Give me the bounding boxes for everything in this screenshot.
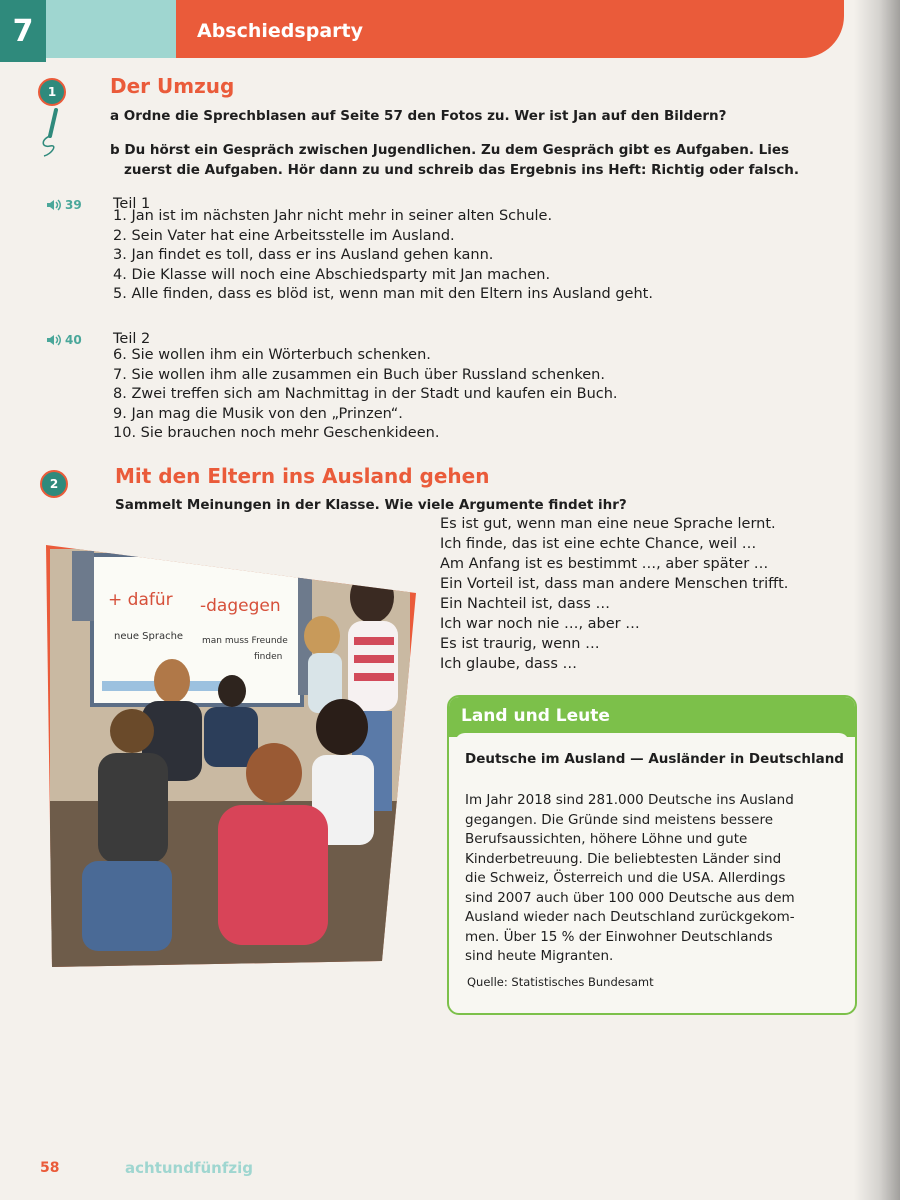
list-item: 10. Sie brauchen noch mehr Geschenkideen.: [113, 425, 440, 441]
list-item: Ich finde, das ist eine echte Chance, weil …: [440, 536, 757, 552]
body-line: sind heute Migranten.: [465, 948, 614, 964]
whiteboard-note-1: neue Sprache: [114, 631, 184, 642]
classroom-photo: [42, 541, 422, 971]
pen-icon: [38, 106, 68, 162]
body-line: gegangen. Die Gründe sind meistens bessere: [465, 811, 774, 828]
part-2-list: [113, 346, 618, 444]
audio-track-number: 39: [65, 198, 82, 212]
section-1-badge: 1: [38, 78, 66, 106]
info-box-source: Quelle: Statistisches Bundesamt: [467, 975, 654, 989]
whiteboard-note-3: finden: [254, 652, 283, 662]
body-line: sind 2007 auch über 100 000 Deutsche aus dem: [465, 889, 795, 906]
info-box-subtitle: Deutsche im Ausland — Ausländer in Deutschland: [465, 751, 844, 767]
page-curl-shadow: [854, 0, 900, 1200]
list-item: 4. Die Klasse will noch eine Abschiedsparty mit Jan machen.: [113, 266, 551, 283]
task-b-line2: zuerst die Aufgaben. Hör dann zu und schreib das Ergebnis ins Heft: Richtig oder falsch.: [124, 162, 800, 178]
body-line: men. Über 15 % der Einwohner Deutschlands: [465, 928, 773, 945]
list-item: 3. Jan findet es toll, dass er ins Ausland gehen kann.: [113, 247, 494, 263]
section-1-title: Der Umzug: [110, 74, 235, 98]
task-b-line1: b Du hörst ein Gespräch zwischen Jugendlichen. Zu dem Gespräch gibt es Aufgaben. Lies: [110, 142, 790, 158]
body-line: die Schweiz, Österreich und die USA. Allerdings: [465, 870, 786, 886]
whiteboard-contra: -dagegen: [200, 596, 281, 616]
body-line: Berufsaussichten, höhere Löhne und gute: [465, 831, 748, 847]
body-line: Im Jahr 2018 sind 281.000 Deutsche ins Ausland: [465, 792, 794, 808]
task-a: a Ordne die Sprechblasen auf Seite 57 den Fotos zu. Wer ist Jan auf den Bildern?: [110, 108, 727, 124]
part-1-label: Teil 1: [113, 196, 151, 212]
chapter-title: Abschiedsparty: [197, 20, 363, 42]
info-box-body: [465, 791, 845, 967]
phrase-list: [440, 514, 788, 674]
list-item: Es ist traurig, wenn …: [440, 636, 600, 652]
list-item: 5. Alle finden, dass es blöd ist, wenn man mit den Eltern ins Ausland geht.: [113, 286, 653, 302]
speaker-icon: [46, 334, 62, 346]
list-item: 1. Jan ist im nächsten Jahr nicht mehr in seiner alten Schule.: [113, 208, 553, 224]
part-1-list: [113, 207, 653, 305]
list-item: Ich glaube, dass …: [440, 656, 578, 672]
page-number-word: achtundfünfzig: [125, 1159, 253, 1177]
list-item: 6. Sie wollen ihm ein Wörterbuch schenken.: [113, 347, 431, 363]
whiteboard-note-2: man muss Freunde: [202, 636, 288, 646]
list-item: Es ist gut, wenn man eine neue Sprache lernt.: [440, 516, 776, 532]
header-teal-strip: [46, 0, 176, 58]
body-line: Ausland wieder nach Deutschland zurückgekom-: [465, 909, 795, 925]
list-item: 2. Sein Vater hat eine Arbeitsstelle im Ausland.: [113, 227, 455, 244]
page-number: 58: [40, 1160, 60, 1176]
audio-track-39[interactable]: [46, 198, 82, 212]
audio-track-40[interactable]: [46, 333, 82, 347]
list-item: Am Anfang ist es bestimmt …, aber später …: [440, 556, 769, 572]
section-2-title: Mit den Eltern ins Ausland gehen: [115, 464, 490, 488]
part-2-label: Teil 2: [113, 331, 151, 347]
speaker-icon: [46, 199, 62, 211]
info-box-inner-edge: [455, 733, 849, 743]
info-box-title: Land und Leute: [461, 706, 610, 726]
list-item: 8. Zwei treffen sich am Nachmittag in der Stadt und kaufen ein Buch.: [113, 386, 618, 402]
list-item: Ein Vorteil ist, dass man andere Menschen trifft.: [440, 576, 789, 592]
section-2-task: Sammelt Meinungen in der Klasse. Wie viele Argumente findet ihr?: [115, 497, 627, 513]
list-item: Ich war noch nie …, aber …: [440, 616, 640, 632]
audio-track-number: 40: [65, 333, 82, 347]
list-item: Ein Nachteil ist, dass …: [440, 596, 610, 612]
chapter-number: 7: [0, 0, 46, 62]
list-item: 7. Sie wollen ihm alle zusammen ein Buch über Russland schenken.: [113, 366, 605, 383]
list-item: 9. Jan mag die Musik von den „Prinzen“.: [113, 405, 403, 422]
body-line: Kinderbetreuung. Die beliebtesten Länder sind: [465, 850, 782, 867]
whiteboard-pro: + dafür: [108, 590, 173, 610]
section-2-badge: 2: [40, 470, 68, 498]
info-box: [447, 695, 857, 1015]
